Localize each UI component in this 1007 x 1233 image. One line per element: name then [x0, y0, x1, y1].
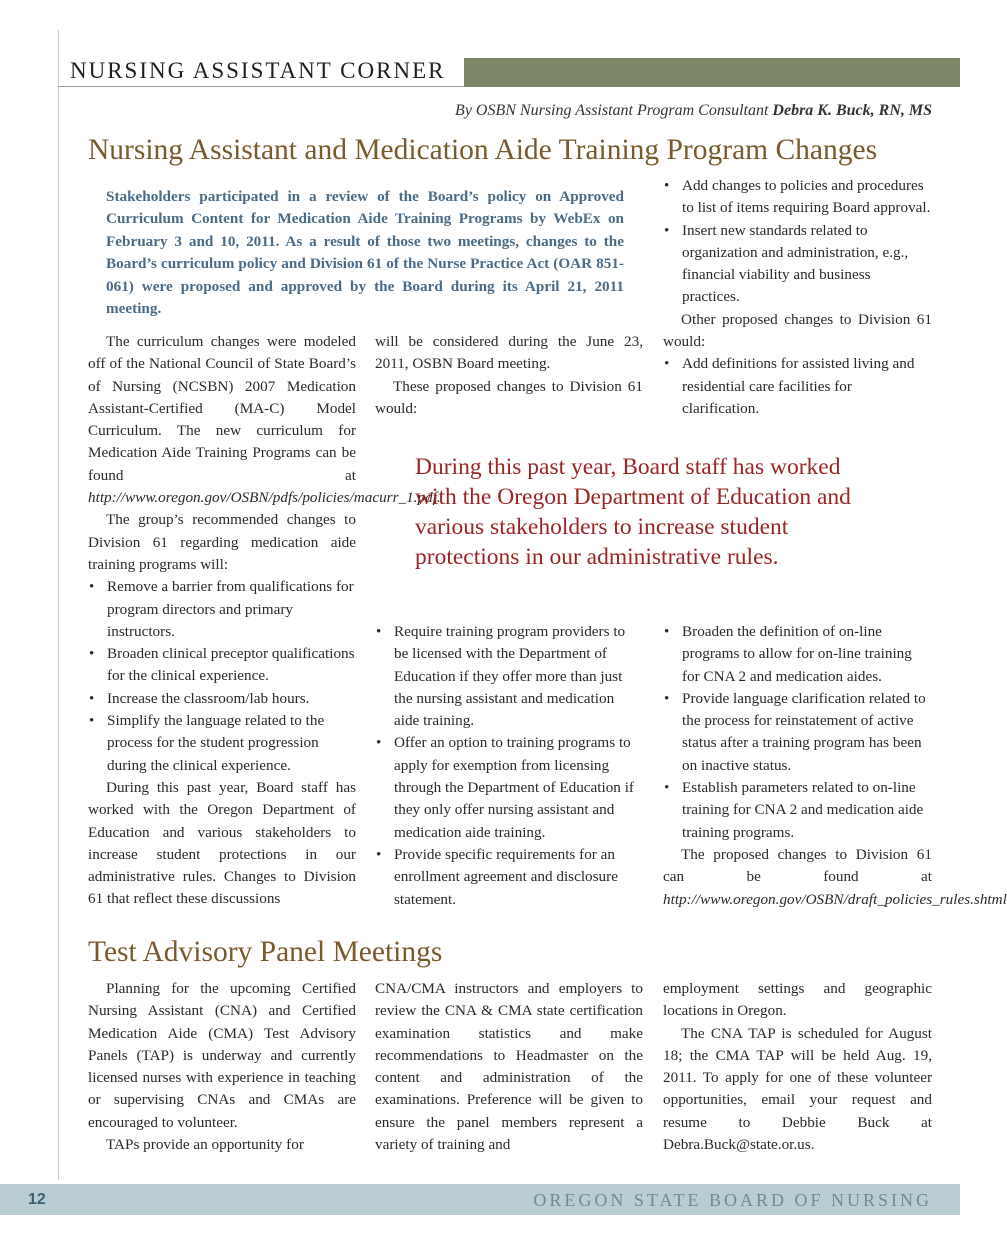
- list-item: • Provide language clarification related to the process for reinstatement of active status after a training program has been on inactive status.: [663, 688, 932, 777]
- paragraph: [88, 331, 441, 509]
- paragraph: Other proposed changes to Division 61 would:: [663, 310, 932, 351]
- bullet-list: [663, 621, 932, 844]
- paragraph: [663, 844, 1007, 911]
- draft-rules-link[interactable]: http://www.oregon.gov/OSBN/draft_policies_rules.shtml: [663, 890, 1007, 908]
- bullet-list: [663, 353, 932, 420]
- footer-publication-title: OREGON STATE BOARD OF NURSING: [533, 1190, 932, 1210]
- article2-column2: [375, 978, 643, 1156]
- bullet-list: [88, 576, 356, 777]
- article1-column2-top: [375, 331, 643, 420]
- list-item: • Simplify the language related to the process for the student progression during the clinical experience.: [88, 710, 356, 777]
- list-item: • Remove a barrier from qualifications for program directors and primary instructors.: [88, 576, 356, 643]
- bullet-list: [663, 175, 932, 309]
- header-accent-bar: [464, 58, 960, 87]
- list-item: • Increase the classroom/lab hours.: [88, 688, 356, 710]
- paragraph: will be considered during the June 23, 2011, OSBN Board meeting.: [375, 333, 643, 373]
- section-header: NURSING ASSISTANT CORNER: [70, 58, 446, 83]
- curriculum-link[interactable]: http://www.oregon.gov/OSBN/pdfs/policies/macurr_1.pdf.: [88, 489, 441, 507]
- byline-prefix: By OSBN Nursing Assistant Program Consultant: [455, 102, 773, 119]
- byline: [455, 102, 932, 120]
- paragraph: employment settings and geographic locations in Oregon.: [663, 980, 932, 1020]
- paragraph-text: The proposed changes to Division 61 can be found at: [663, 845, 932, 886]
- paragraph-text: The curriculum changes were modeled off of the National Council of State Board’s of Nursing (NCSBN) 2007 Medication Assistant-Certified (MA-C) Model Curriculum. The new curriculum for Medication Aide Training Programs can be found at: [88, 333, 356, 484]
- article1-column1: [88, 331, 441, 911]
- header-rule: [58, 86, 464, 87]
- list-item: • Establish parameters related to on-line training for CNA 2 and medication aide training programs.: [663, 777, 932, 844]
- paragraph: The CNA TAP is scheduled for August 18; the CMA TAP will be held Aug. 19, 2011. To apply for one of these volunteer opportunities, email your request and resume to Debbie Buck at Debra.Buck@state.or.us.: [663, 1024, 932, 1154]
- article2-column3: [663, 978, 932, 1156]
- paragraph: CNA/CMA instructors and employers to review the CNA & CMA state certification examination statistics and make recommendations to Headmaster on the content and administration of the examinations. Preference will be given to ensure the panel members represent a variety of training and: [375, 980, 643, 1154]
- section-title-test-advisory: Test Advisory Panel Meetings: [88, 936, 443, 968]
- article1-column2-bottom: [375, 621, 643, 911]
- byline-author: Debra K. Buck, RN, MS: [772, 102, 932, 119]
- margin-rule: [58, 30, 59, 1180]
- pull-quote: During this past year, Board staff has worked with the Oregon Department of Education and various stakeholders to increase student protections in our administrative rules.: [415, 454, 851, 570]
- article-title: Nursing Assistant and Medication Aide Training Program Changes: [88, 134, 878, 166]
- list-item: • Add definitions for assisted living and residential care facilities for clarification.: [663, 353, 932, 420]
- paragraph: These proposed changes to Division 61 would:: [375, 377, 643, 417]
- paragraph: The group’s recommended changes to Division 61 regarding medication aide training programs will:: [88, 511, 356, 573]
- list-item: • Broaden the definition of on-line programs to allow for on-line training for CNA 2 and medication aides.: [663, 621, 932, 688]
- paragraph: During this past year, Board staff has worked with the Oregon Department of Education and various stakeholders to increase student protections in our administrative rules. Changes to Division 61 that reflect these discussions: [88, 778, 356, 908]
- article1-column3-bottom: [663, 621, 1007, 911]
- list-item: • Offer an option to training programs to apply for exemption from licensing through the Department of Education if they only offer nursing assistant and medication aide training.: [375, 732, 643, 843]
- bullet-list: [375, 621, 643, 911]
- article-lede: Stakeholders participated in a review of the Board’s policy on Approved Curriculum Content for Medication Aide Training Programs by WebEx on February 3 and 10, 2011. As a result of those two meetings, changes to the Board’s curriculum policy and Division 61 of the Nurse Practice Act (OAR 851-061) were proposed and approved by the Board during its April 21, 2011 meeting.: [106, 188, 624, 318]
- article1-column3-top: [663, 175, 932, 420]
- list-item: • Broaden clinical preceptor qualifications for the clinical experience.: [88, 643, 356, 688]
- list-item: • Require training program providers to be licensed with the Department of Education if they offer more than just the nursing assistant and medication aide training.: [375, 621, 643, 732]
- list-item: • Provide specific requirements for an enrollment agreement and disclosure statement.: [375, 844, 643, 911]
- paragraph: Planning for the upcoming Certified Nursing Assistant (CNA) and Certified Medication Aide (CMA) Test Advisory Panels (TAP) is underway and currently licensed nurses with experience in teaching or supervising CNAs and CMAs are encouraged to volunteer.: [88, 980, 356, 1131]
- list-item: • Insert new standards related to organization and administration, e.g., financial viability and business practices.: [663, 220, 932, 309]
- paragraph: TAPs provide an opportunity for: [106, 1136, 304, 1154]
- page-number: 12: [28, 1191, 46, 1208]
- list-item: • Add changes to policies and procedures to list of items requiring Board approval.: [663, 175, 932, 220]
- article2-column1: [88, 978, 356, 1156]
